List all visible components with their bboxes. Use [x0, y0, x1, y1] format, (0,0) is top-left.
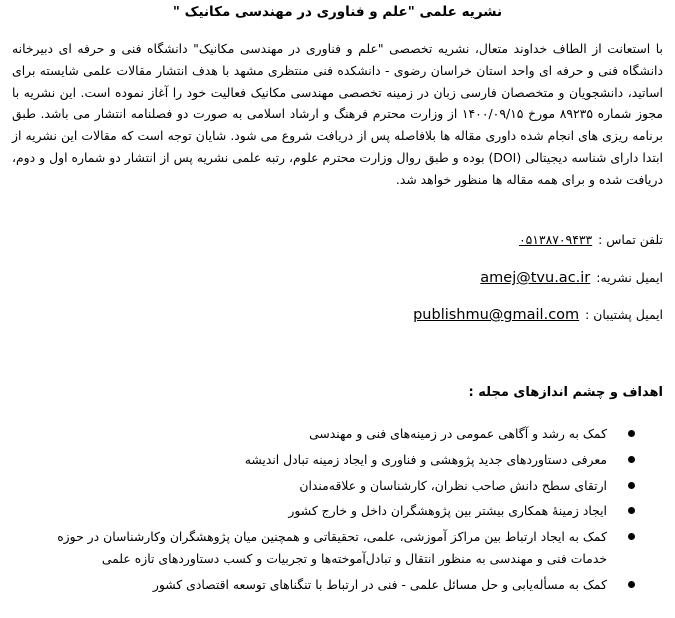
list-item [20, 449, 635, 471]
intro-paragraph: با استعانت از الطاف خداوند متعال، نشریه تخصصی "علم و فناوری در مهندسی مکانیک" دانشگاه فنی و حرفه ای دبیرخانه دانشگاه فنی و حرفه ای واحد استان خراسان رضوی - دانشکده فنی منتظری مشهد با هدف انتشار مقالات علمی شایسته برای اساتید، دانشجویان و متخصصان فارسی زبان در زمینه تخصصی مهندسی مکانیک فعالیت خود را آغاز نموده است. این نشریه با مجوز شماره ۸۹۲۳۵ مورخ ۱۴۰۰/۰۹/۱۵ از وزارت محترم فرهنگ و ارشاد اسلامی به صورت دو فصلنامه انتشار می باشد. طبق برنامه ریزی های انجام شده داوری مقاله ها بلافاصله پس از دریافت شروع می شود. شایان توجه است که مقالات این نشریه از ابتدا دارای شناسه دیجیتالی (DOI) بوده و طبق روال وزارت محترم علوم، رتبه علمی نشریه پس از انتشار دو شماره اول و دوم، دریافت شده و برای همه مقاله ها منظور خواهد شد. [12, 41, 663, 187]
bullet-icon [628, 456, 635, 463]
goals-heading: اهداف و چشم اندازهای مجله : [468, 385, 663, 400]
goal-text: کمک به رشد و آگاهی عمومی در زمینه‌های فنی و مهندسی [309, 426, 607, 441]
support-email-link[interactable]: publishmu@gmail.com [413, 307, 580, 323]
goals-list [20, 423, 635, 600]
phone-number: ۰۵۱۳۸۷۰۹۴۳۳ [518, 232, 593, 247]
bullet-icon [628, 430, 635, 437]
goal-text: ایجاد زمینهٔ همکاری بیشتر بین پژوهشگران داخل و خارج کشور [288, 503, 607, 519]
journal-email-link[interactable]: amej@tvu.ac.ir [480, 270, 591, 286]
goal-text: ارتقای سطح دانش صاحب نظران، کارشناسان و علاقه‌مندان [299, 477, 607, 493]
journal-title: نشریه علمی "علم و فناوری در مهندسی مکانیک " [172, 4, 503, 20]
bullet-icon [628, 482, 635, 489]
list-item [20, 423, 635, 445]
list-item [20, 475, 635, 497]
support-email-row [413, 307, 663, 323]
list-item [20, 526, 635, 570]
list-item [20, 574, 635, 596]
journal-email-row [480, 270, 663, 286]
support-email-label: ایمیل پشتیبان : [585, 307, 663, 322]
goal-text: کمک به مسأله‌یابی و حل مسائل علمی - فنی در ارتباط با تنگناهای توسعه اقتصادی کشور [152, 576, 607, 592]
phone-label: تلفن تماس : [598, 232, 663, 247]
bullet-icon [628, 533, 635, 540]
bullet-icon [628, 581, 635, 588]
phone-row [519, 232, 663, 247]
list-item [20, 500, 635, 522]
goal-text: کمک به ایجاد ارتباط بین مراکز آموزشی، علمی، تحقیقاتی و همچنین میان پژوهشگران وکارشناسان در حوزه خدمات فنی و مهندسی به منظور انتقال و تبادل‌آموخته‌ها و تجربیات و کسب دستاوردهای تازه علمی [57, 529, 607, 566]
journal-email-label: ایمیل نشریه: [596, 270, 663, 285]
goal-text: معرفی دستاوردهای جدید پژوهشی و فناوری و ایجاد زمینه تبادل اندیشه [244, 451, 607, 467]
bullet-icon [628, 507, 635, 514]
